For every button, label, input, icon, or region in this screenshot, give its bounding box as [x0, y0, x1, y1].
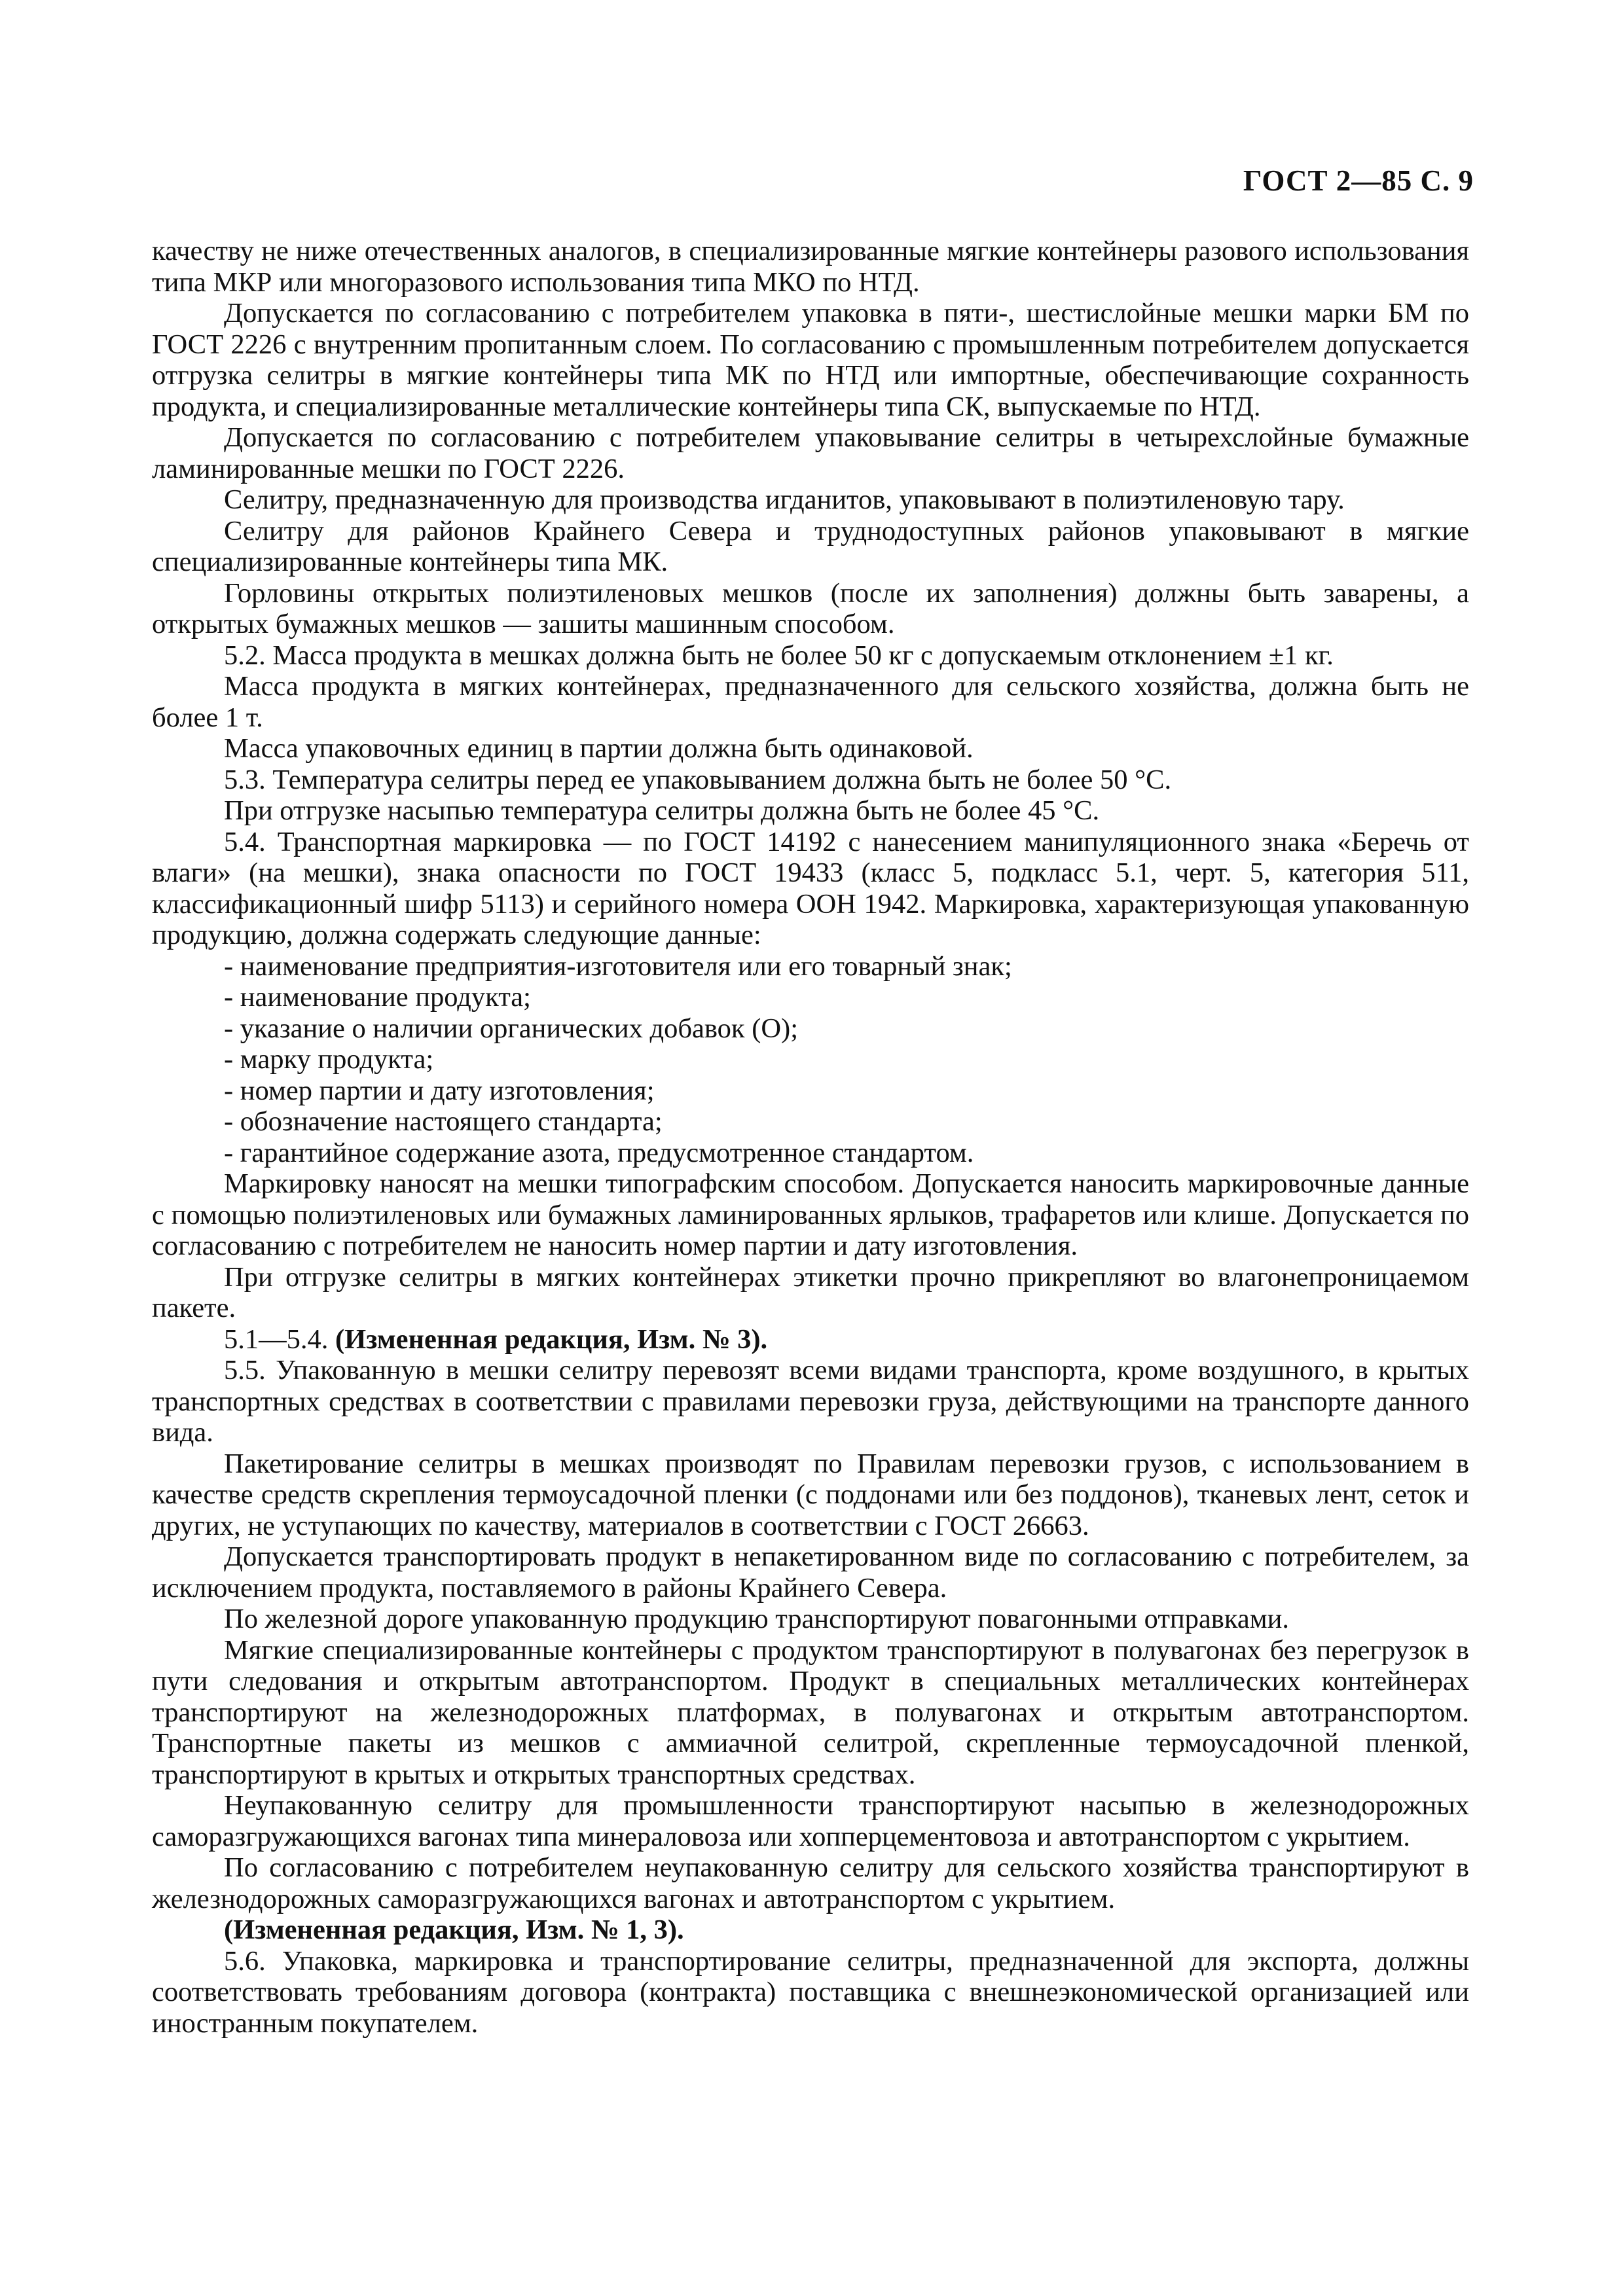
- paragraph: Неупакованную селитру для промышленности транспортируют насыпью в железнодорожных саморазгружающихся вагонах типа минераловоза или хопперцементовоза и автотранспортом с укрытием.: [152, 1790, 1469, 1852]
- paragraph: 5.2. Масса продукта в мешках должна быть не более 50 кг с допускаемым отклонением ±1 кг.: [224, 639, 1334, 671]
- list-item: - марку продукта;: [224, 1044, 434, 1075]
- list-item: - наименование предприятия-изготовителя или его товарный знак;: [224, 950, 1012, 982]
- revision-prefix: 5.1—5.4.: [224, 1323, 335, 1355]
- paragraph: 5.3. Температура селитры перед ее упаковыванием должна быть не более 50 °С.: [224, 764, 1172, 795]
- paragraph: Допускается по согласованию с потребителем упаковка в пяти-, шестислойные мешки марки БМ по ГОСТ 2226 с внутренним пропитанным слоем. По согласованию с промышленным потребителем допускается отгрузка селитры в мягкие контейнеры типа МК по НТД или импортные, обеспечивающие сохранность продукта, и специализированные металлические контейнеры типа СК, выпускаемые по НТД.: [152, 298, 1469, 422]
- list-item: - номер партии и дату изготовления;: [224, 1075, 655, 1106]
- paragraph: Маркировку наносят на мешки типографским способом. Допускается наносить маркировочные данные с помощью полиэтиленовых или бумажных ламинированных ярлыков, трафаретов или клише. Допускается по согласованию с потребителем не наносить номер партии и дату изготовления.: [152, 1168, 1469, 1261]
- paragraph: Допускается по согласованию с потребителем упаковывание селитры в четырехслойные бумажные ламинированные мешки по ГОСТ 2226.: [152, 422, 1469, 484]
- revision-note: [152, 1324, 1469, 1355]
- document-body: [152, 236, 1469, 2039]
- list-item: - наименование продукта;: [224, 982, 531, 1013]
- paragraph: 5.6. Упаковка, маркировка и транспортирование селитры, предназначенной для экспорта, должны соответствовать требованиям договора (контракта) поставщика с внешнеэкономической организацией или иностранным покупателем.: [152, 1945, 1469, 2039]
- paragraph: Селитру для районов Крайнего Севера и труднодоступных районов упаковывают в мягкие специализированные контейнеры типа МК.: [152, 515, 1469, 577]
- paragraph: При отгрузке селитры в мягких контейнерах этикетки прочно прикрепляют во влагонепроницаемом пакете.: [152, 1261, 1469, 1323]
- paragraph: Пакетирование селитры в мешках производят по Правилам перевозки грузов, с использованием в качестве средств скрепления термоусадочной пленки (с поддонами или без поддонов), тканевых лент, сеток и других, не уступающих по качеству, материалов в соответствии с ГОСТ 26663.: [152, 1448, 1469, 1541]
- list-item: - обозначение настоящего стандарта;: [224, 1106, 663, 1137]
- paragraph: качеству не ниже отечественных аналогов, в специализированные мягкие контейнеры разового использования типа МКР или многоразового использования типа МКО по НТД.: [152, 236, 1469, 298]
- paragraph: При отгрузке насыпью температура селитры должна быть не более 45 °С.: [224, 795, 1100, 826]
- list-item: - гарантийное содержание азота, предусмотренное стандартом.: [224, 1137, 974, 1168]
- paragraph: Мягкие специализированные контейнеры с продуктом транспортируют в полувагонах без перегрузок в пути следования и открытым автотранспортом. Продукт в специальных металлических контейнерах транспортируют на железнодорожных платформах, в полувагонах и открытым автотранспортом. Транспортные пакеты из мешков с аммиачной селитрой, скрепленные термоусадочной пленкой, транспортируют в крытых и открытых транспортных средствах.: [152, 1634, 1469, 1790]
- revision-bold-text: (Измененная редакция, Изм. № 3).: [335, 1323, 768, 1355]
- paragraph: Масса упаковочных единиц в партии должна быть одинаковой.: [224, 733, 974, 764]
- paragraph: По согласованию с потребителем неупакованную селитру для сельского хозяйства транспортируют в железнодорожных саморазгружающихся вагонах и автотранспортом с укрытием.: [152, 1852, 1469, 1914]
- list-item: - указание о наличии органических добавок (О);: [224, 1013, 798, 1044]
- revision-note: (Измененная редакция, Изм. № 1, 3).: [224, 1914, 684, 1945]
- paragraph: 5.4. Транспортная маркировка — по ГОСТ 14192 с нанесением манипуляционного знака «Беречь от влаги» (на мешки), знака опасности по ГОСТ 19433 (класс 5, подкласс 5.1, черт. 5, категория 511, классификационный шифр 5113) и серийного номера ООН 1942. Маркировка, характеризующая упакованную продукцию, должна содержать следующие данные:: [152, 826, 1469, 950]
- paragraph: Масса продукта в мягких контейнерах, предназначенного для сельского хозяйства, должна быть не более 1 т.: [152, 671, 1469, 733]
- paragraph: По железной дороге упакованную продукцию транспортируют повагонными отправками.: [224, 1604, 1289, 1634]
- paragraph: Допускается транспортировать продукт в непакетированном виде по согласованию с потребителем, за исключением продукта, поставляемого в районы Крайнего Севера.: [152, 1541, 1469, 1604]
- paragraph: 5.5. Упакованную в мешки селитру перевозят всеми видами транспорта, кроме воздушного, в крытых транспортных средствах в соответствии с правилами перевозки груза, действующими на транспорте данного вида.: [152, 1355, 1469, 1448]
- paragraph: Горловины открытых полиэтиленовых мешков (после их заполнения) должны быть заварены, а открытых бумажных мешков — зашиты машинным способом.: [152, 577, 1469, 639]
- page-header: ГОСТ 2—85 С. 9: [1243, 164, 1474, 197]
- paragraph: Селитру, предназначенную для производства игданитов, упаковывают в полиэтиленовую тару.: [224, 484, 1345, 515]
